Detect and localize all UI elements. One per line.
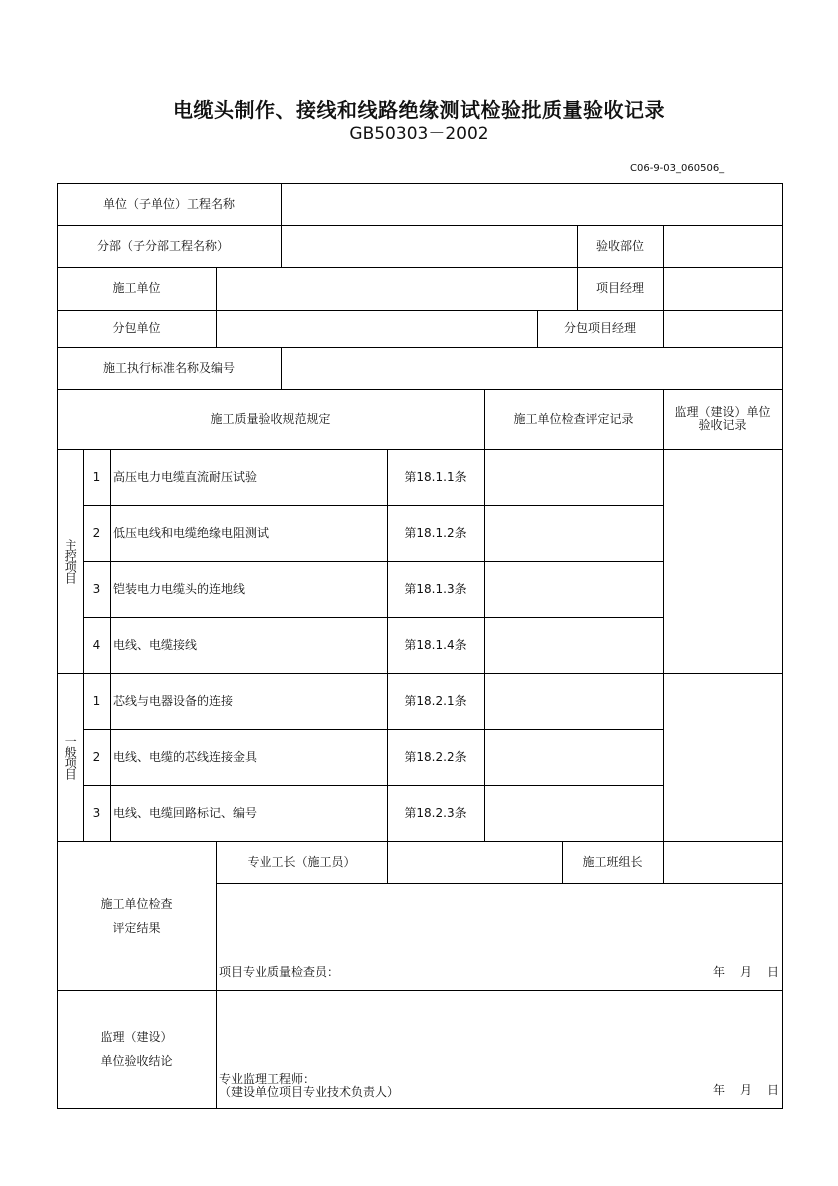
engineer-sub-label: （建设单位项目专业技术负责人） [219,1085,400,1099]
standard-number: GB50303－2002 [349,124,489,144]
supervisor-record-header-line1: 监理（建设）单位 [674,404,771,419]
supervisor-date-year: 年 [713,1083,726,1097]
row-contractor-record[interactable] [484,505,663,561]
row-contractor-record[interactable] [484,729,663,785]
row-contractor-record[interactable] [484,561,663,617]
row-clause: 第18.1.2条 [404,525,467,540]
row-number: 3 [92,805,101,820]
engineer-label: 专业监理工程师： [219,1072,316,1086]
supervisor-record-header [663,389,782,449]
row-contractor-record[interactable] [484,449,663,505]
row-item: 芯线与电器设备的连接 [113,693,234,708]
row-number: 1 [92,469,101,484]
row-number: 2 [92,525,101,540]
row-item: 电线、电缆接线 [113,637,198,652]
acceptance-part-field[interactable] [663,225,782,267]
row-number: 1 [92,693,101,708]
form-code: C06-9-03_060506_ [630,163,725,174]
supervisor-record-header-line2: 验收记录 [698,418,747,432]
row-clause: 第18.2.2条 [404,749,467,764]
supervisor-conclusion-label-line1: 监理（建设） [100,1030,173,1044]
row-clause: 第18.2.1条 [404,693,467,708]
main-items-group-label: 主控项目 [63,539,78,583]
project-name-label: 单位（子单位）工程名称 [102,196,235,211]
spec-column-header: 施工质量验收规范规定 [210,411,331,426]
project-manager-label: 项目经理 [595,281,644,296]
general-items-supervisor-record[interactable] [663,673,782,841]
subcontractor-field[interactable] [216,310,537,347]
general-items-group-label: 一般项目 [63,735,78,779]
page-title: 电缆头制作、接线和线路绝缘测试检验批质量验收记录 [173,98,665,122]
contractor-date-month: 月 [740,965,753,979]
inspector-label: 项目专业质量检查员： [219,965,340,979]
contractor-check-label [57,841,216,990]
row-contractor-record[interactable] [484,673,663,729]
standard-field[interactable] [281,347,782,389]
division-field[interactable] [281,225,577,267]
project-manager-field[interactable] [663,267,782,310]
team-leader-label: 施工班组长 [582,854,643,869]
contractor-date-day: 日 [767,965,780,979]
contractor-check-label-line2: 评定结果 [112,920,161,935]
sub-project-manager-label: 分包项目经理 [563,321,636,336]
row-number: 3 [92,581,101,596]
contractor-check-label-line1: 施工单位检查 [100,896,173,911]
subcontractor-label: 分包单位 [112,321,161,336]
row-clause: 第18.2.3条 [404,805,467,820]
row-item: 电线、电缆回路标记、编号 [113,805,258,820]
contractor-date-year: 年 [713,965,726,979]
row-number: 4 [92,637,101,652]
supervisor-conclusion-label-line2: 单位验收结论 [100,1054,173,1068]
standard-label: 施工执行标准名称及编号 [102,360,235,375]
row-contractor-record[interactable] [484,617,663,673]
row-clause: 第18.1.1条 [404,469,467,484]
row-clause: 第18.1.4条 [404,637,467,652]
foreman-label: 专业工长（施工员） [247,854,356,869]
row-item: 铠装电力电缆头的连地线 [113,581,246,596]
supervisor-date-day: 日 [767,1083,780,1097]
supervisor-conclusion-label [57,990,216,1108]
contractor-record-header: 施工单位检查评定记录 [513,411,634,426]
contractor-field[interactable] [216,267,577,310]
row-item: 电线、电缆的芯线连接金具 [113,749,258,764]
foreman-field[interactable] [387,841,562,883]
row-item: 低压电线和电缆绝缘电阻测试 [113,525,270,540]
team-leader-field[interactable] [663,841,782,883]
sub-project-manager-field[interactable] [663,310,782,347]
acceptance-part-label: 验收部位 [595,238,644,253]
division-label: 分部（子分部工程名称） [97,238,230,253]
project-name-field[interactable] [281,183,782,225]
main-items-supervisor-record[interactable] [663,449,782,673]
supervisor-date-month: 月 [740,1083,753,1097]
row-clause: 第18.1.3条 [404,581,467,596]
row-item: 高压电力电缆直流耐压试验 [113,469,258,484]
contractor-label: 施工单位 [112,281,161,296]
row-contractor-record[interactable] [484,785,663,841]
row-number: 2 [92,749,101,764]
